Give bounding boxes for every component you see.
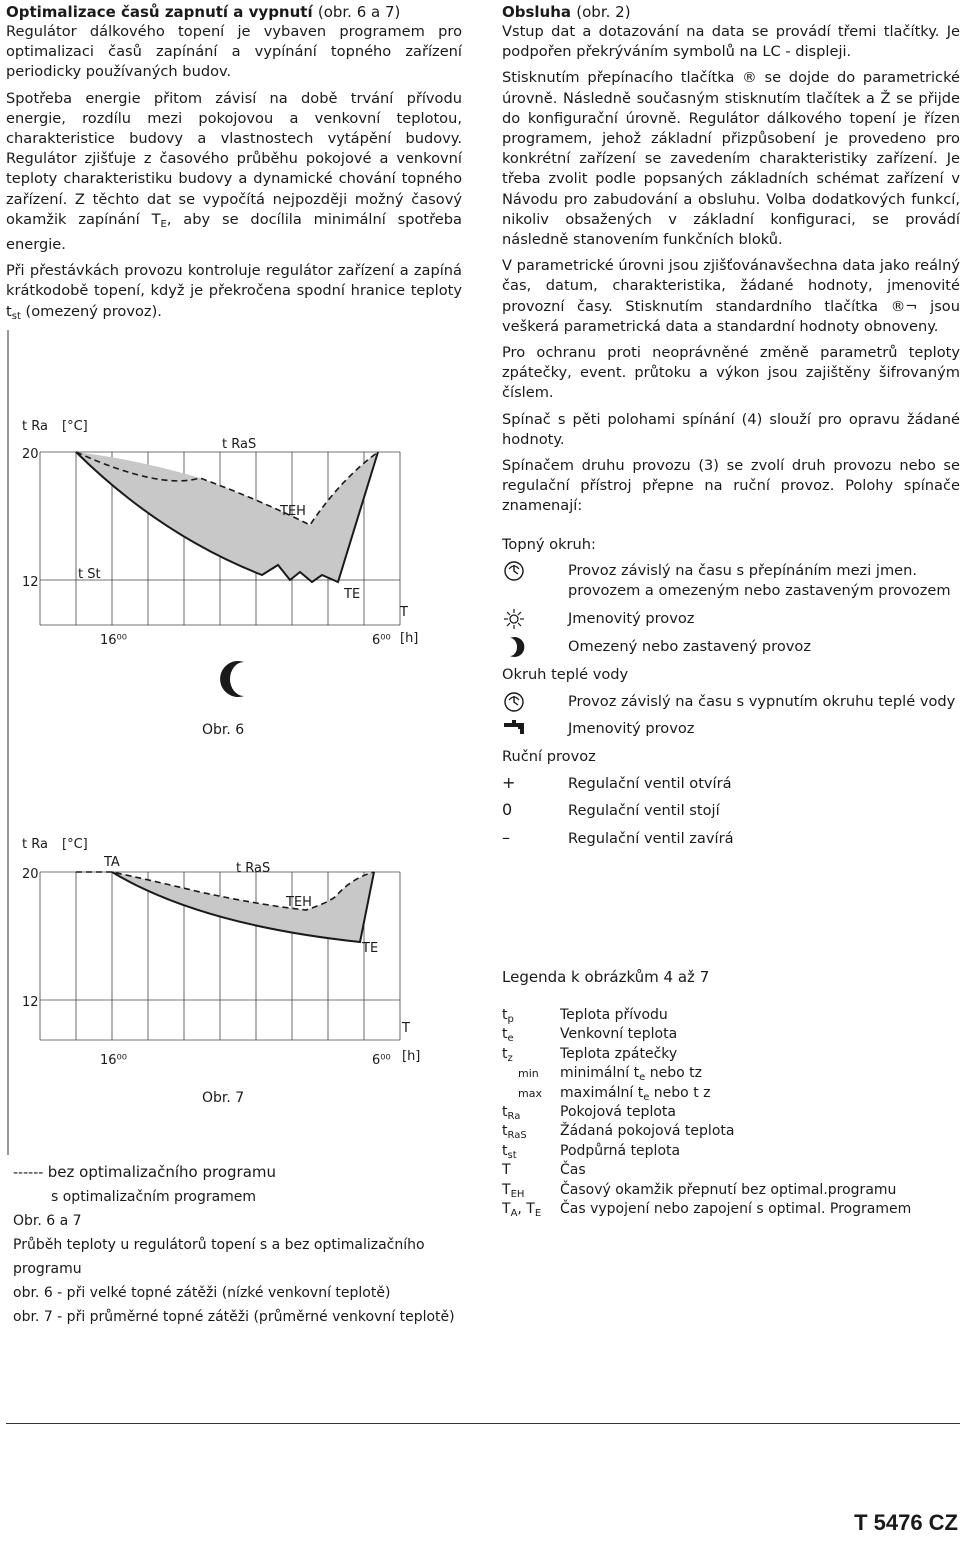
figure-7-diagram [0,750,462,1155]
legend-row [502,1045,960,1064]
sun-icon [502,607,542,631]
legend-symbol: $T_{EH}$ [502,1181,525,1200]
legend-row [502,1025,960,1044]
fig7-tick-6: 6⁰⁰ [372,1053,391,1068]
legend-symbol: max [518,1086,542,1100]
fig7-label-tras: t RaS [236,861,271,876]
fig7-label-te: TE [362,941,379,956]
legend-symbol: min [518,1067,539,1081]
fig6-label-taxis: T [400,605,408,620]
title-text: Optimalizace časů zapnutí a vypnutí [6,3,313,21]
fig6-label-tra: t Ra [22,419,48,434]
p2-text: Spotřeba energie přitom závisí na době trvání přívodu energie, rozdílu mezi pokojovou a venkovní teplotou, charakteristice budovy a vlastnostech vytápění budovy. Regulátor zjišťuje z časového průběhu pokojové a venkovní teploty charakteristiku budovy a dynamické chování topného zařízení. Z těchto dat se vypočítá nejpozději možný časový okamžik zapínání T [6,89,462,228]
legend-symbol: $t_{RaS}$ [502,1123,527,1142]
caption-without-optimization: bez optimalizačního programu [47,1163,277,1181]
legend-symbol: T [502,1162,511,1179]
legend [502,968,960,1219]
fig6-tick-20: 20 [22,447,39,462]
fig6-label-hours: [h] [400,631,419,646]
section-title-operation [502,2,960,22]
fig7-label-hours: [h] [402,1049,421,1064]
operation-title-text: Obsluha [502,3,572,21]
manual-close-text: Regulační ventil zavírá [568,829,734,847]
fig6-label-tst: t St [78,567,101,582]
operation-paragraph-6: Spínačem druhu provozu (3) se zvolí druh provozu nebo se regulační přístroj přepne na ruční provoz. Polohy spínače znamenají: [502,457,960,515]
legend-description: maximální $t_e$ nebo t z [560,1084,711,1103]
fig6-tick-12: 12 [22,575,39,590]
p3-sub: st [11,310,21,322]
fig6-tick-6: 6⁰⁰ [372,633,391,648]
zero-symbol: 0 [502,800,513,820]
clock-icon [502,690,542,714]
legend-description: Venkovní teplota [560,1026,678,1043]
fig7-label-tra: t Ra [22,837,48,852]
operation-paragraph-4: Pro ochranu proti neoprávněné změně parametrů teploty zpátečky, event. průtoku a výkon jsou zajištěny šifrovaným číslem. [502,344,960,402]
legend-symbol: $t_e$ [502,1026,514,1045]
legend-symbol: $t_{st}$ [502,1142,517,1161]
fig7-caption: Obr. 7 [202,1090,245,1106]
mode-reduced-heating [502,635,960,662]
legend-description: Teplota přívodu [560,1007,668,1023]
operation-paragraph-5: Spínač s pěti polohami spínání (4) slouží pro opravu žádané hodnoty. [502,410,960,448]
p3-text: Při přestávkách provozu kontroluje regulátor zařízení a zapíná krátkodobě topení, když je překročena spodní hranice teploty t [6,262,462,320]
legend-row [502,1142,960,1161]
manual-open-text: Regulační ventil otvírá [568,774,732,792]
figure-7 [0,750,462,1155]
legend-symbol: $T_A$, $T_E$ [502,1200,542,1219]
p2-end: , aby se docílila minimální spotřeba energie. [6,210,462,254]
fig7-label-taxis: T [402,1021,410,1036]
fig6-label-te: TE [344,587,361,602]
right-column [502,2,960,523]
faucet-icon [502,717,542,741]
fig7-label-teh: TEH [286,895,312,910]
legend-description: minimální $t_e$ nebo tz [560,1065,702,1084]
title-reference: (obr. 6 a 7) [317,3,401,21]
hot-water-heading: Okruh teplé vody [502,666,629,684]
mode-nominal-water-text: Jmenovitý provoz [568,719,695,737]
moon-icon [220,661,244,697]
legend-description: Časový okamžik přepnutí bez optimal.programu [560,1181,897,1198]
mode-nominal-heating-text: Jmenovitý provoz [568,610,695,628]
operation-paragraph-3: V parametrické úrovni jsou zjišťovánavšechna data jako reálný čas, datum, charakteristika, žádané hodnoty, jmenovité provozní časy. Stisknutím standardního tlačítka ®¬ jsou veškerá parametrická data a standardní hodnoty obnoveny. [502,257,960,335]
legend-symbol: $t_z$ [502,1045,513,1064]
fig7-label-ta: TA [104,855,120,870]
fig6-tick-16: 16⁰⁰ [100,633,127,648]
legend-row [502,1064,960,1083]
plus-symbol: + [502,772,516,792]
figure-6 [0,330,462,750]
mode-time-dependent-water-text: Provoz závislý na času s vypnutím okruhu teplé vody [568,692,956,710]
caption-description: Průběh teploty u regulátorů topení s a bez optimalizačního programu [13,1237,425,1277]
legend-description: Čas [560,1162,586,1179]
mode-reduced-heating-text: Omezený nebo zastavený provoz [568,637,812,655]
paragraph-1: Regulátor dálkového topení je vybaven programem pro optimalizaci časů zapínání a vypínání topného zařízení periodicky používaných budov. [6,23,462,81]
footer-divider [6,1423,960,1424]
fig7-tick-12: 12 [22,995,39,1010]
legend-description: Teplota zpátečky [560,1045,678,1062]
fig7-shaded-area [112,872,374,942]
section-title-optimization [6,2,462,22]
paragraph-2 [6,89,462,256]
legend-row [502,1200,960,1219]
mode-nominal-heating [502,607,960,634]
legend-row [502,1161,960,1180]
fig6-label-teh: TEH [280,504,306,519]
legend-row [502,1122,960,1141]
caption-line-1 [13,1160,473,1185]
caption-fig7: obr. 7 - při průměrné topné zátěži (průměrné venkovní teplotě) [13,1309,455,1325]
legend-description: Žádaná pokojová teplota [560,1123,735,1140]
caption-figures: Obr. 6 a 7 [13,1213,82,1229]
legend-symbol: $t_p$ [502,1007,514,1025]
fig6-label-tras: t RaS [222,437,257,452]
legend-symbol: $t_{Ra}$ [502,1103,521,1122]
legend-row [502,1006,960,1025]
mode-nominal-water [502,717,960,744]
legend-description: Čas vypojení nebo zapojení s optimal. Programem [560,1200,912,1217]
clock-icon [502,559,542,583]
legend-title: Legenda k obrázkům 4 až 7 [502,968,710,986]
caption-fig6: obr. 6 - při velké topné zátěži (nízké venkovní teplotě) [13,1285,391,1301]
fig6-shaded-area [76,452,378,582]
legend-description: Podpůrná teplota [560,1142,681,1159]
fig6-label-unit: [°C] [62,419,88,434]
minus-symbol: – [502,827,510,847]
manual-stop-text: Regulační ventil stojí [568,802,720,820]
dashed-line-sample: ------ [13,1165,44,1181]
document-number: T 5476 CZ [854,1510,958,1535]
mode-time-dependent-water [502,690,960,717]
figure-caption [13,1160,473,1329]
operation-paragraph-2: Stisknutím přepínacího tlačítka ® se dojde do parametrické úrovně. Následně současným stisknutím tlačítek a Ž se přijde do konfigurační úrovně. Regulátor dálkového topení je řízen programem, jehož základní přizpůsobení je provedeno pro konkrétní zařízení se zavedením charakteristiky zařízení. Je třeba zvolit podle popsaných základních schémat zařízení v Návodu pro zabudování a obsluhu. Volba dodatkových funkcí, nikoliv obsažených v základní konfiguraci, se provádí následně stanovením funkčních bloků. [502,69,960,249]
legend-row [502,1084,960,1103]
manual-stop [502,799,960,826]
fig7-label-unit: [°C] [62,837,88,852]
p2-sub: E [160,218,167,230]
mode-time-dependent-heating [502,559,960,607]
fig7-tick-16: 16⁰⁰ [100,1053,127,1068]
legend-row [502,1103,960,1122]
heating-circuit-heading: Topný okruh: [502,536,596,553]
legend-description: Pokojová teplota [560,1103,676,1120]
legend-row [502,1181,960,1200]
moon-icon [502,635,542,659]
figure-6-diagram [0,330,462,750]
p3-end: (omezený provoz). [20,302,162,320]
caption-with-optimization: s optimalizačním programem [51,1189,257,1205]
mode-time-dependent-heating-text: Provoz závislý na času s přepínáním mezi jmen. provozem a omezeným nebo zastaveným provozem [568,562,951,600]
left-column [6,2,462,333]
manual-close [502,827,960,854]
fig6-caption: Obr. 6 [202,722,245,738]
switch-positions [502,532,960,854]
operation-paragraph-1: Vstup dat a dotazování na data se provádí třemi tlačítky. Je podpořen překrýváním symbolů na LC - displeji. [502,23,960,61]
operation-title-reference: (obr. 2) [576,3,631,21]
fig7-tick-20: 20 [22,867,39,882]
manual-mode-heading: Ruční provoz [502,748,596,766]
manual-open [502,772,960,799]
paragraph-3 [6,261,462,327]
